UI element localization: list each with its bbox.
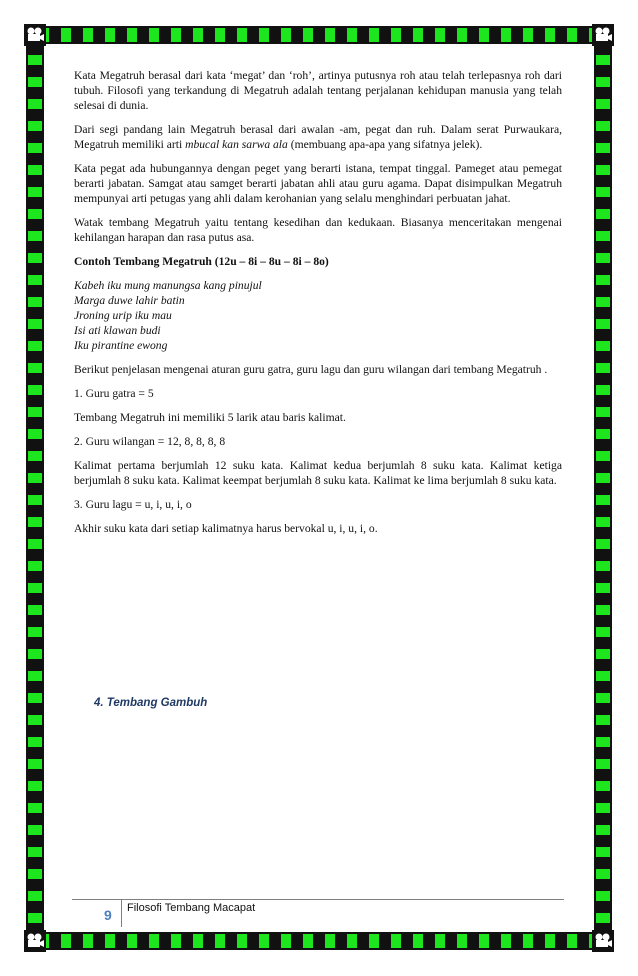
- paragraph-text: (membuang apa-apa yang sifatnya jelek).: [287, 138, 483, 151]
- rule-guru-gatra-title: 1. Guru gatra = 5: [74, 387, 154, 400]
- poem-line: Jroning urip iku mau: [74, 309, 172, 322]
- poem-line: Iku pirantine ewong: [74, 339, 168, 352]
- paragraph-purwaukara: [74, 122, 562, 152]
- film-strip-border-top: [28, 26, 610, 44]
- italic-phrase: mbucal kan sarwa ala: [185, 138, 288, 151]
- paragraph-pegat-meaning: Kata pegat ada hubungannya dengan peget yang berarti istana, tempat tinggal. Pameget atau pemegat berarti jabatan. Samgat atau samget berarti jabatan ahli atau guru agama. Dapat disimpulkan Megatruh mempunyai arti petugas yang ahli dalam kerohanian yang selalu menghindari perbuatan jahat.: [74, 162, 562, 205]
- paragraph-explanation: Berikut penjelasan mengenai aturan guru gatra, guru lagu dan guru wilangan dari tembang Megatruh .: [74, 363, 548, 376]
- paragraph-watak: Watak tembang Megatruh yaitu tentang kesedihan dan kedukaan. Biasanya menceritakan mengenai kehilangan harapan dan rasa putus asa.: [74, 216, 562, 244]
- film-strip-border-bottom: [28, 932, 610, 950]
- rule-guru-lagu-title: 3. Guru lagu = u, i, u, i, o: [74, 498, 192, 511]
- film-strip-border-right: [594, 44, 612, 932]
- rule-guru-gatra-text: Tembang Megatruh ini memiliki 5 larik atau baris kalimat.: [74, 411, 346, 424]
- page-number: 9: [104, 907, 112, 923]
- film-camera-icon: [24, 24, 46, 46]
- footer-divider: [121, 900, 122, 927]
- film-strip-border-left: [26, 44, 44, 932]
- poem-line: Kabeh iku mung manungsa kang pinujul: [74, 279, 262, 292]
- rule-guru-wilangan-text: Kalimat pertama berjumlah 12 suku kata. Kalimat kedua berjumlah 8 suku kata. Kalimat ketiga berjumlah 8 suku kata. Kalimat keempat berjumlah 8 suku kata. Kalimat ke lima berjumlah 8 suku kata.: [74, 459, 562, 487]
- footer-title: Filosofi Tembang Macapat: [127, 902, 256, 914]
- paragraph-megatruh-origin: Kata Megatruh berasal dari kata ‘megat’ dan ‘roh’, artinya putusnya roh atau telah terlepasnya roh dari tubuh. Filosofi yang terkandung di Megatruh adalah tentang perjalanan kehidupan manusia yang telah selesai di dunia.: [74, 69, 562, 112]
- paragraph-text: Dari segi pandang lain Megatruh berasal dari awalan -am, pegat dan ruh. Dalam serat Purwaukara, Megatruh memiliki arti: [74, 123, 562, 151]
- film-camera-icon: [592, 930, 614, 952]
- poem-stanza: [74, 278, 562, 353]
- rule-guru-lagu-text: Akhir suku kata dari setiap kalimatnya harus bervokal u, i, u, i, o.: [74, 522, 378, 535]
- rule-guru-wilangan-title: 2. Guru wilangan = 12, 8, 8, 8, 8: [74, 435, 226, 448]
- poem-line: Marga duwe lahir batin: [74, 294, 185, 307]
- footer-rule: [72, 899, 564, 900]
- film-camera-icon: [592, 24, 614, 46]
- film-camera-icon: [24, 930, 46, 952]
- poem-line: Isi ati klawan budi: [74, 324, 161, 337]
- example-heading: Contoh Tembang Megatruh (12u – 8i – 8u – 8i – 8o): [74, 255, 329, 268]
- document-body: [74, 68, 562, 545]
- section-title-gambuh: 4. Tembang Gambuh: [94, 697, 208, 709]
